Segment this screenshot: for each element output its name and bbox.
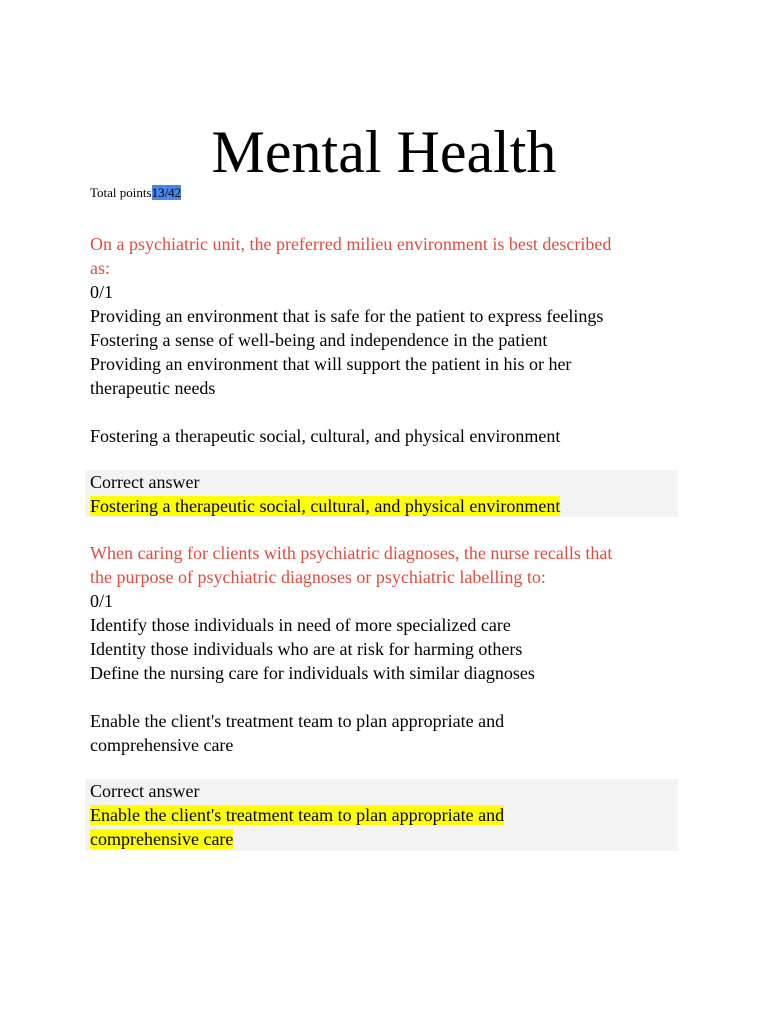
- question-2-selected-answer-line-2: comprehensive care: [90, 735, 234, 755]
- question-2-correct-label: Correct answer: [90, 781, 200, 801]
- question-1-option-1: Providing an environment that is safe for the patient to express feelings: [90, 306, 604, 326]
- spacer: [90, 400, 690, 424]
- question-2-selected-answer-line-1: Enable the client's treatment team to plan appropriate and: [90, 711, 505, 731]
- question-1-selected-answer: Fostering a therapeutic social, cultural, and physical environment: [90, 426, 561, 446]
- total-points-label: Total points: [90, 185, 152, 200]
- question-1-score: 0/1: [90, 282, 114, 302]
- question-1-option-3-cont: therapeutic needs: [90, 378, 216, 398]
- question-1-correct-answer: Fostering a therapeutic social, cultural, and physical environment: [90, 496, 561, 516]
- question-1: [90, 232, 690, 448]
- question-2-score: 0/1: [90, 591, 114, 611]
- question-2-correct-answer-line-2: comprehensive care: [90, 829, 234, 849]
- total-points-value: 13/42: [151, 185, 182, 200]
- question-2-correct-answer-box: [85, 779, 678, 851]
- spacer: [90, 685, 690, 709]
- question-1-correct-answer-box: [85, 470, 678, 517]
- question-1-option-3: Providing an environment that will support the patient in his or her: [90, 354, 572, 374]
- question-2: [90, 541, 690, 757]
- question-1-correct-label: Correct answer: [90, 472, 200, 492]
- question-2-option-1: Identify those individuals in need of more specialized care: [90, 615, 511, 635]
- page-title: Mental Health: [211, 119, 557, 185]
- question-1-prompt-line-1: On a psychiatric unit, the preferred milieu environment is best described: [90, 234, 612, 254]
- question-2-prompt-line-2: the purpose of psychiatric diagnoses or psychiatric labelling to:: [90, 567, 546, 587]
- question-2-correct-answer-line-1: Enable the client's treatment team to plan appropriate and: [90, 805, 505, 825]
- question-2-option-3: Define the nursing care for individuals with similar diagnoses: [90, 663, 535, 683]
- question-2-prompt-line-1: When caring for clients with psychiatric diagnoses, the nurse recalls that: [90, 543, 613, 563]
- question-1-prompt-line-2: as:: [90, 258, 110, 278]
- question-2-option-2: Identity those individuals who are at risk for harming others: [90, 639, 523, 659]
- question-1-option-2: Fostering a sense of well-being and independence in the patient: [90, 330, 548, 350]
- total-points: [90, 185, 181, 201]
